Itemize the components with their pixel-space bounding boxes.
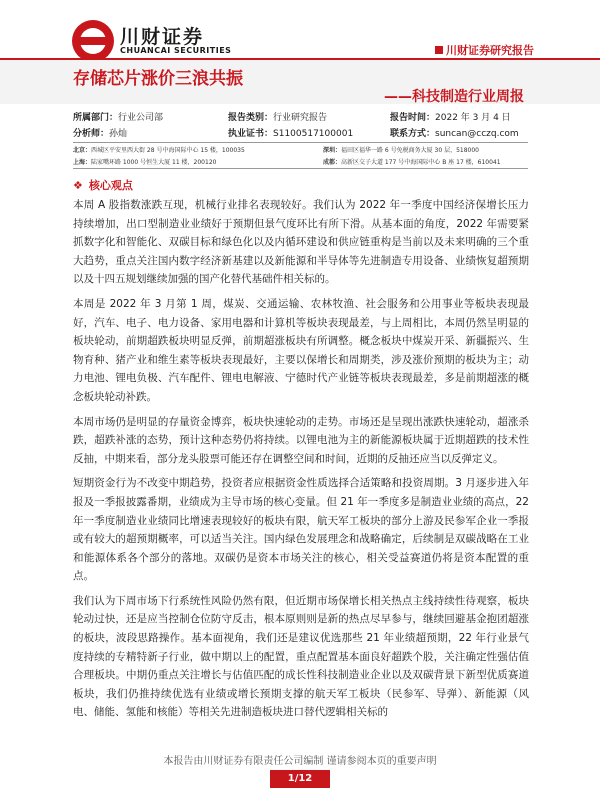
address-text: 高新区交子大道 177 号中海国际中心 B 座 17 楼，610041 xyxy=(341,159,501,166)
address-text: 西城区平安里西大街 28 号中海国际中心 15 楼，100035 xyxy=(91,147,245,154)
divider xyxy=(73,142,528,143)
meta-label: 分析师： xyxy=(73,128,110,139)
meta-label: 报告类别： xyxy=(228,112,274,123)
meta-row-2 xyxy=(73,124,528,140)
diamond-icon: ❖ xyxy=(73,179,83,192)
meta-label: 所属部门： xyxy=(73,112,119,123)
meta-value: 2022 年 3 月 4 日 xyxy=(435,112,511,123)
divider xyxy=(73,168,528,169)
contact-email[interactable]: suncan@cczq.com xyxy=(435,128,519,139)
meta-row-1 xyxy=(73,108,528,124)
paragraph: 本周是 2022 年 3 月第 1 周，煤炭、交通运输、农林牧渔、社会服务和公用事业等板块表现最好，汽车、电子、电力设备、家用电器和计算机等板块表现最差，与上周相比，本周仍然呈明显的板块轮动，前期超跌板块明显反弹，前期超涨板块有所调整。概念板块中煤炭开采、新疆振兴、生物育种、猪产业和维生素等板块表现最好，主要以保增长和周期类，涉及涨价预期的板块为主；动力电池、锂电负极、汽车配件、锂电电解液、宁德时代产业链等板块表现最差，多是前期超涨的概念板块轮动补跌。 xyxy=(73,297,529,403)
paragraph: 短期资金行为不改变中期趋势，投资者应根据资金性质选择合适策略和投资周期。3 月逐步进入年报及一季报披露番期，业绩成为主导市场的核心变量。但 21 年一季度多是制造业业绩的高点，22 年一季度制造业业绩同比增速表现较好的板块有限，航天军工板块的部分上游及民参军企业一季报或有较大的超预期概率，可以适当关注。国内绿色发展理念和战略确定，后续制是双碳战略在工业和能源体系各个部分的落地。双碳仍是资本市场关注的核心，相关受益赛道仍将是资本配置的重点。 xyxy=(73,477,529,583)
square-icon xyxy=(435,46,443,54)
address-row-2 xyxy=(73,157,501,166)
address-text: 陆家嘴环路 1000 号恒生大厦 11 楼，200120 xyxy=(91,159,217,166)
meta-value: 行业研究报告 xyxy=(273,112,328,123)
report-tag-label: 川财证券研究报告 xyxy=(446,44,534,57)
company-logo xyxy=(72,20,114,62)
meta-value: 孙灿 xyxy=(109,128,128,139)
city-label: 上海： xyxy=(73,159,92,166)
page-title: 存储芯片涨价三浪共振 xyxy=(73,69,243,89)
brand-name-cn: 川财证券 xyxy=(120,26,205,48)
meta-value: S1100517100001 xyxy=(273,128,354,139)
city-label: 成都： xyxy=(323,159,342,166)
city-label: 北京： xyxy=(73,147,92,154)
section-heading xyxy=(73,177,133,193)
paragraph: 本周市场仍是明显的存量资金博弈，板块快速轮动的走势。市场还是呈现出涨跌快速轮动，超涨杀跌，超跌补涨的态势，预计这种态势仍将持续。以锂电池为主的新能源板块属于近期超跌的技术性反抽，中期来看，部分龙头股票可能还存在调整空间和时间，近期的反抽还应当以反弹定义。 xyxy=(73,415,529,465)
brand-name-en: CHUANCAI SECURITIES xyxy=(120,46,232,55)
section-heading-label: 核心观点 xyxy=(88,179,133,192)
meta-label: 执业证书： xyxy=(228,128,274,139)
footer-disclaimer: 本报告由川财证券有限责任公司编制 谨请参阅本页的重要声明 xyxy=(163,756,437,767)
paragraph: 本周 A 股指数涨跌互现，机械行业排名表现较好。我们认为 2022 年一季度中国经济保增长压力持续增加，出口型制造业业绩好于预期但景气度环比有所下滑。从基本面的角度，2022 年需要紧抓数字化和智能化、双碳目标和绿色化以及内循环建设和供应链重构是当前以及未来明确的三个重大趋势，重点关注国内数字经济新基建以及新能源和半导体等先进制造专用设备、业绩恢复超预期以及十四五规划继续加强的国产化替代基础件相关标的。 xyxy=(73,199,529,286)
paragraph: 我们认为下周市场下行系统性风险仍然有限，但近期市场保增长相关热点主线持续性待观察，板块轮动过快，还是应当控制仓位防守反击，根本原则则是新的热点尽早参与，继续回避基金抱团超涨的板块，波段思路操作。基本面视角，我们还是建议优选那些 21 年业绩超预期，22 年行业景气度持续的专精特新子行业，做中期以上的配置，重点配置基本面良好超跌个股，关注确定性强估值合理板块。中期仍重点关注增长与估值匹配的成长性科技制造业企业以及双碳背景下新型优质赛道板块，我们仍推持续优选有业绩或增长预期支撑的航天军工板块（民参军、导弹）、新能源（风电、储能、氢能和核能）等相关先进制造板块进口替代逻辑相关标的 xyxy=(73,594,529,719)
meta-label: 报告时间： xyxy=(390,112,436,123)
meta-value: 行业公司部 xyxy=(118,112,164,123)
city-label: 深圳： xyxy=(323,147,342,154)
page-subtitle: ——科技制造行业周报 xyxy=(384,89,524,105)
report-body xyxy=(73,196,529,728)
page-number: 1/12 xyxy=(270,770,330,788)
report-tag xyxy=(435,42,534,58)
meta-block xyxy=(73,108,528,140)
address-text: 福田区福华一路 6 号免税商务大厦 30 层，518000 xyxy=(341,147,480,154)
meta-label: 联系方式： xyxy=(390,128,436,139)
address-row-1 xyxy=(73,145,479,154)
